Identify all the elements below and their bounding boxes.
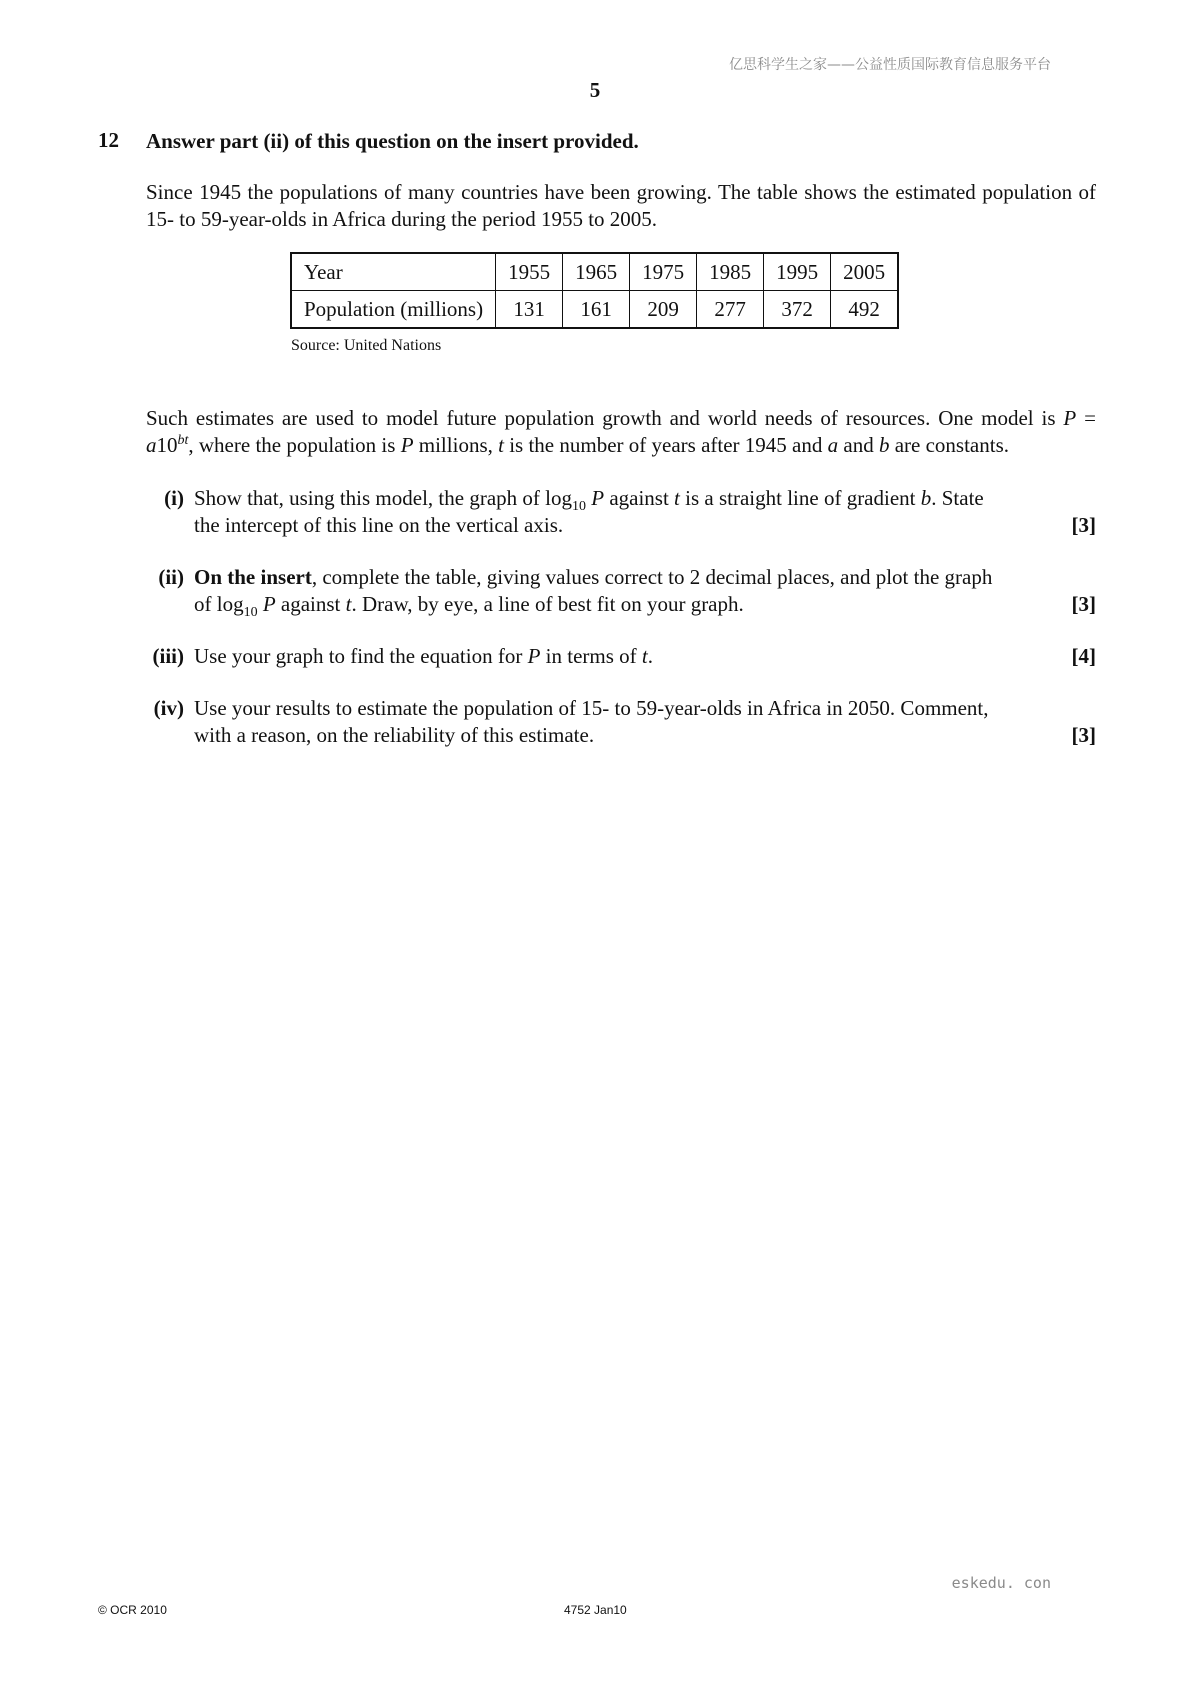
marks: [4]	[1071, 644, 1096, 668]
question-intro: Since 1945 the populations of many countries have been growing. The table shows the estimated population of 15- to 59-year-olds in Africa during the period 1955 to 2005.	[146, 180, 1096, 231]
part-i-line1: Show that, using this model, the graph of $\log_{10} P$ against t is a straight line of gradient b. State	[194, 486, 984, 514]
model-paragraph: Such estimates are used to model future population growth and world needs of resources. One model is $P = a10^{bt}$, where the population is P millions, t is the number of years after 1945 and a and b are constants.	[146, 406, 1096, 457]
year-cell: 2005	[831, 253, 899, 291]
year-cell: 1965	[563, 253, 630, 291]
part-i	[146, 485, 1096, 539]
year-cell: 1955	[496, 253, 563, 291]
question-number: 12	[98, 128, 119, 152]
part-iv-line1: Use your results to estimate the population of 15- to 59-year-olds in Africa in 2050. Comment,	[194, 696, 989, 720]
question-heading: Answer part (ii) of this question on the insert provided.	[146, 129, 639, 153]
part-ii	[146, 564, 1096, 618]
part-label: (iii)	[152, 644, 184, 668]
year-cell: 1995	[764, 253, 831, 291]
page-number: 5	[589, 78, 601, 102]
population-cell: 277	[697, 291, 764, 329]
footer-copyright: © OCR 2010	[98, 1603, 167, 1617]
population-cell: 161	[563, 291, 630, 329]
year-cell: 1975	[630, 253, 697, 291]
population-cell: 372	[764, 291, 831, 329]
part-iv	[146, 695, 1096, 749]
year-row	[291, 253, 898, 291]
year-row-label: Year	[291, 253, 496, 291]
watermark-bottom: eskedu. con	[951, 1574, 1051, 1592]
part-ii-line1: On the insert, complete the table, giving values correct to 2 decimal places, and plot the graph	[194, 565, 993, 589]
population-table	[290, 252, 899, 329]
footer-paper-code: 4752 Jan10	[564, 1603, 627, 1617]
question-parts	[146, 485, 1096, 749]
part-iv-line2: with a reason, on the reliability of this estimate. [3]	[194, 723, 1096, 747]
table-source: Source: United Nations	[291, 337, 442, 354]
part-label: (ii)	[158, 565, 184, 589]
watermark-top: 亿思科学生之家——公益性质国际教育信息服务平台	[729, 57, 1051, 73]
part-iii-line1: Use your graph to find the equation for P in terms of t. [4]	[194, 644, 1096, 668]
population-row-label: Population (millions)	[291, 291, 496, 329]
population-cell: 209	[630, 291, 697, 329]
year-cell: 1985	[697, 253, 764, 291]
part-ii-line2: of $\log_{10} P$ against t. Draw, by eye, a line of best fit on your graph. [3]	[194, 592, 1096, 620]
marks: [3]	[1071, 723, 1096, 747]
population-cell: 131	[496, 291, 563, 329]
population-cell: 492	[831, 291, 899, 329]
part-label: (i)	[164, 486, 184, 510]
part-label: (iv)	[153, 696, 184, 720]
marks: [3]	[1071, 513, 1096, 537]
population-row	[291, 291, 898, 329]
marks: [3]	[1071, 592, 1096, 616]
question-body	[146, 128, 1096, 774]
part-i-line2: the intercept of this line on the vertical axis. [3]	[194, 513, 1096, 537]
part-iii	[146, 643, 1096, 670]
